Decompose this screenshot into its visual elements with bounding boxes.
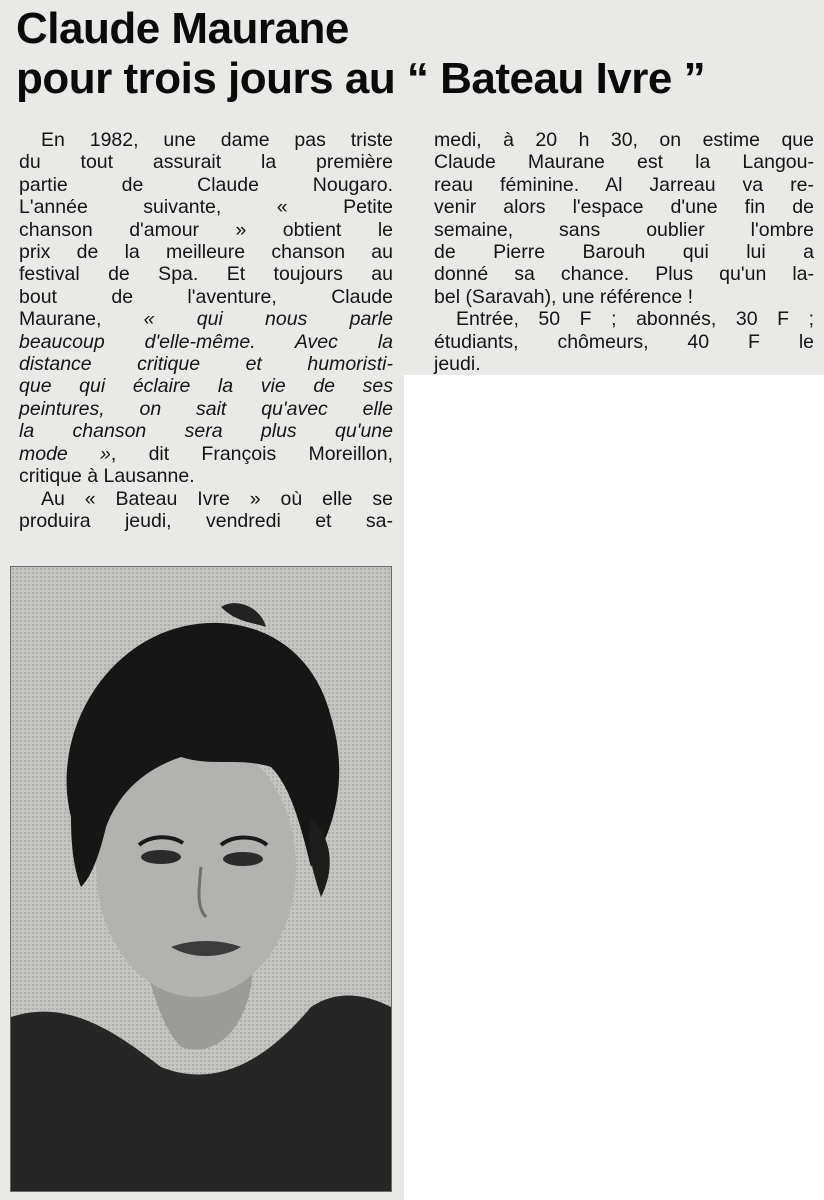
- headline-line-1: Claude Maurane: [16, 4, 349, 53]
- text-line: étudiants, chômeurs, 40 F le: [434, 330, 814, 353]
- quote-line: que qui éclaire la vie de ses: [19, 375, 393, 398]
- text-line: donné sa chance. Plus qu'un la-: [434, 263, 814, 286]
- article-right-column: [434, 129, 814, 375]
- text-line: L'année suivante, « Petite: [19, 196, 393, 219]
- text-line: semaine, sans oublier l'ombre: [434, 218, 814, 241]
- text-line: du tout assurait la première: [19, 151, 393, 174]
- text-line-mixed: [19, 443, 393, 465]
- article-left-column: [19, 129, 393, 532]
- quote-line: distance critique et humoristi-: [19, 353, 393, 376]
- text-line: produira jeudi, vendredi et sa-: [19, 509, 393, 532]
- text-fragment: , dit François Moreillon,: [110, 442, 393, 465]
- text-line: de Pierre Barouh qui lui a: [434, 241, 814, 264]
- text-line: reau féminine. Al Jarreau va re-: [434, 173, 814, 196]
- text-line: Au « Bateau Ivre » où elle se: [41, 487, 393, 510]
- quote-fragment: « qui nous parle: [143, 308, 393, 331]
- headline-line-2: pour trois jours au “ Bateau Ivre ”: [16, 54, 706, 103]
- article-headline: [16, 4, 705, 104]
- text-line: prix de la meilleure chanson au: [19, 241, 393, 264]
- text-line: festival de Spa. Et toujours au: [19, 263, 393, 286]
- quote-line: peintures, on sait qu'avec elle: [19, 397, 393, 420]
- text-line: partie de Claude Nougaro.: [19, 173, 393, 196]
- portrait-illustration: [11, 567, 391, 1191]
- quote-line: la chanson sera plus qu'une: [19, 420, 393, 443]
- text-line: Claude Maurane est la Langou-: [434, 151, 814, 174]
- text-line: medi, à 20 h 30, on estime que: [434, 129, 814, 151]
- text-line: bout de l'aventure, Claude: [19, 285, 393, 308]
- text-line: jeudi.: [434, 353, 481, 376]
- text-line: bel (Saravah), une référence !: [434, 285, 694, 308]
- text-line: Entrée, 50 F ; abonnés, 30 F ;: [456, 308, 814, 331]
- portrait-photo: [10, 566, 392, 1192]
- text-line: critique à Lausanne.: [19, 465, 195, 488]
- text-line: En 1982, une dame pas triste: [41, 129, 393, 151]
- quote-line: beaucoup d'elle-même. Avec la: [19, 330, 393, 353]
- quote-fragment: mode »: [19, 442, 111, 465]
- text-line: chanson d'amour » obtient le: [19, 218, 393, 241]
- text-line: venir alors l'espace d'une fin de: [434, 196, 814, 219]
- text-fragment: Maurane,: [19, 308, 144, 331]
- text-line-mixed: [19, 308, 393, 330]
